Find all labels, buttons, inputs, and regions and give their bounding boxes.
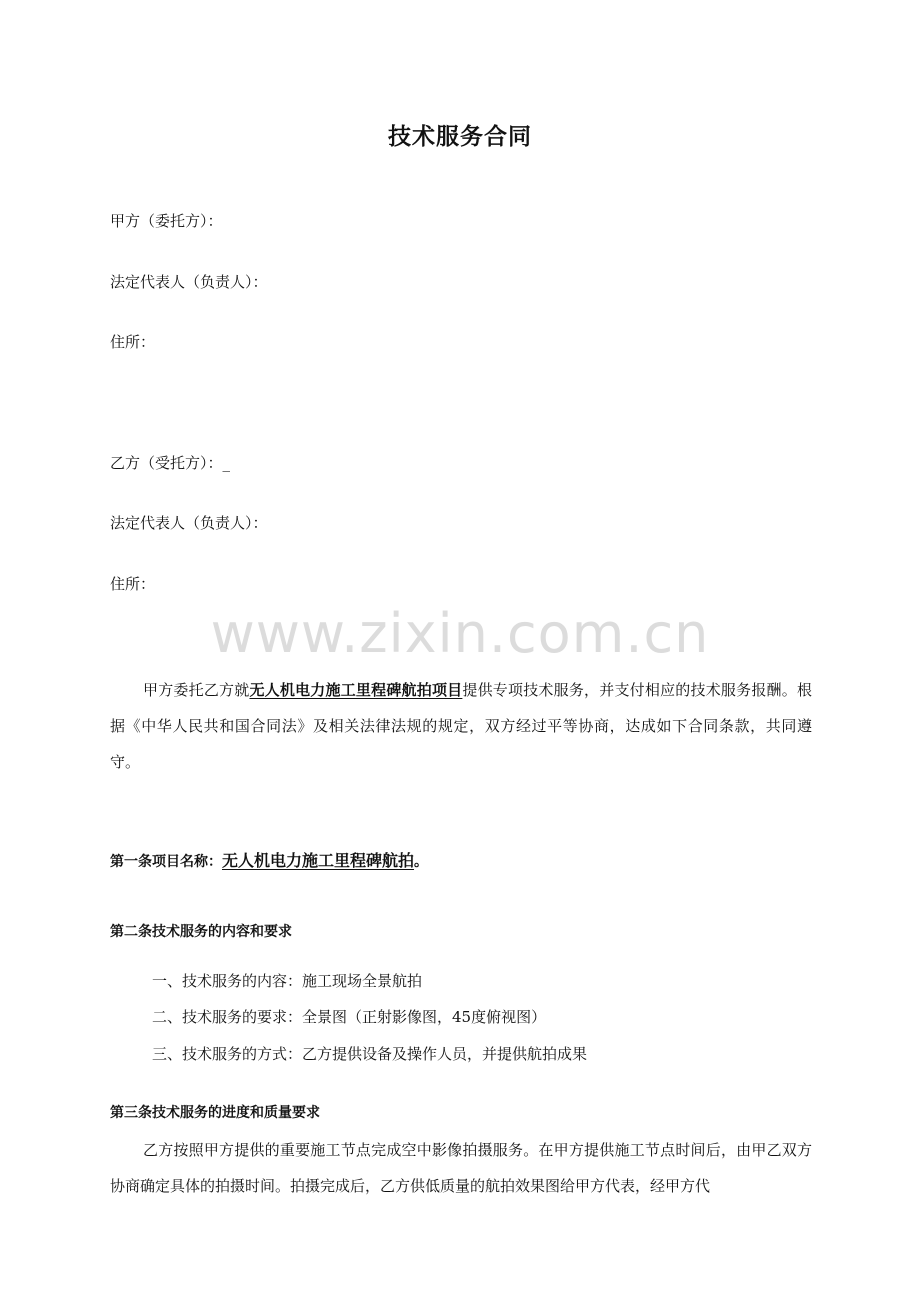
intro-project-name: 无人机电力施工里程碑航拍项目 [249,681,463,699]
party-b-label: 乙方（受托方）：_ [110,454,231,472]
article-1-heading [110,848,428,871]
article-1-label: 第一条项目名称： [110,854,222,870]
party-a-representative: 法定代表人（负责人）： [110,273,268,291]
intro-text-pre: 甲方委托乙方就 [143,681,250,699]
watermark: www.zixin.com.cn [210,602,710,665]
intro-paragraph [110,672,812,780]
intro-text-post: 提供专项技术服务，并支付相应的技术服务报酬。根据《中华人民共和国合同法》及相关法律法规的规定，双方经过平等协商，达成如下合同条款，共同遵守。 [110,681,812,771]
article-1-end: 。 [414,854,429,870]
party-a-label: 甲方（委托方）： [110,212,223,230]
article-2-item: 二、技术服务的要求：全景图（正射影像图，45度俯视图） [152,1008,547,1026]
article-2-item: 三、技术服务的方式：乙方提供设备及操作人员，并提供航拍成果 [152,1045,588,1063]
party-b-representative: 法定代表人（负责人）： [110,514,268,532]
party-b-address: 住所： [110,575,156,593]
article-2-heading: 第二条技术服务的内容和要求 [110,924,292,940]
article-1-project-name: 无人机电力施工里程碑航拍 [222,851,415,870]
article-3-heading: 第三条技术服务的进度和质量要求 [110,1105,320,1121]
article-3-paragraph: 乙方按照甲方提供的重要施工节点完成空中影像拍摄服务。在甲方提供施工节点时间后，由甲乙双方协商确定具体的拍摄时间。拍摄完成后，乙方供低质量的航拍效果图给甲方代表，经甲方代 [110,1141,812,1195]
article-2-item: 一、技术服务的内容：施工现场全景航拍 [152,972,423,990]
party-a-address: 住所： [110,333,156,351]
document-title: 技术服务合同 [388,124,532,150]
